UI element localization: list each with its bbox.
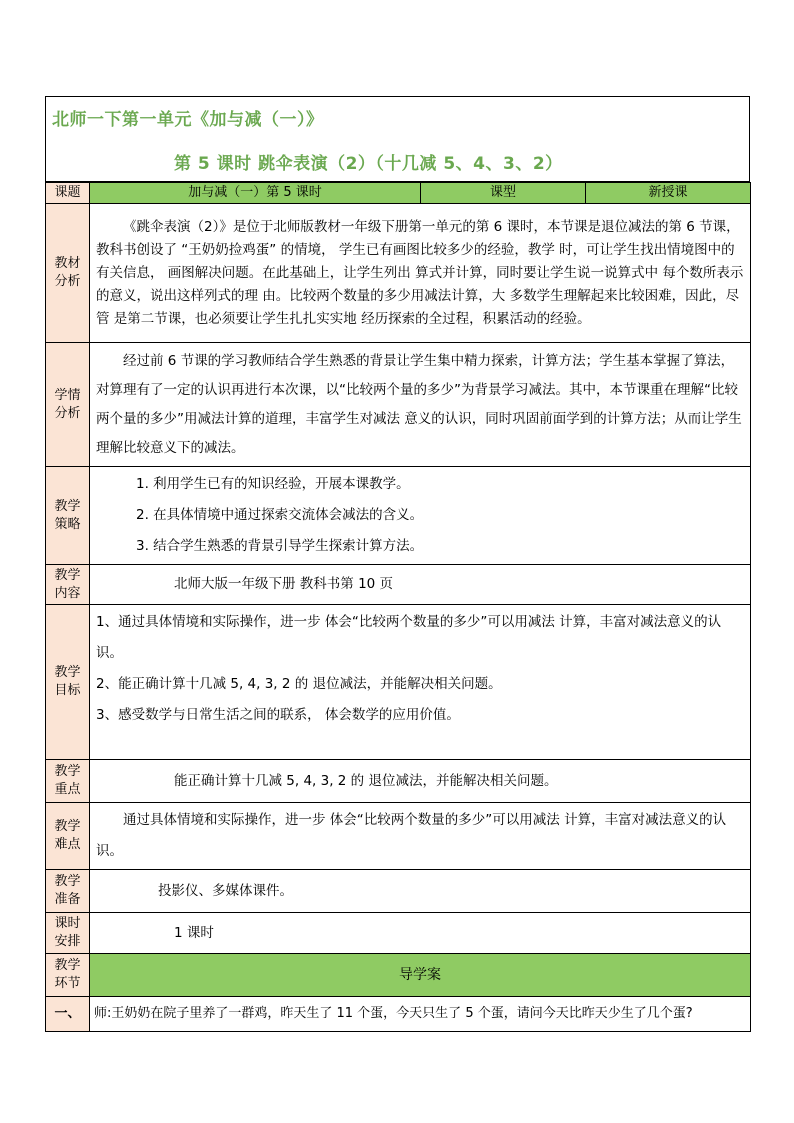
prep-row (46, 870, 751, 913)
schedule-cell (90, 913, 751, 954)
step1-label: 一、 (46, 997, 90, 1032)
schedule-label-text: 课时 安排 (54, 916, 81, 949)
difficulty-label-text: 教学 难点 (54, 819, 81, 852)
content-text: 北师大版一年级下册 教科书第 10 页 (174, 576, 394, 592)
key-label (46, 760, 90, 803)
prep-cell (90, 870, 751, 913)
difficulty-row (46, 803, 751, 870)
textbook-row (46, 204, 751, 343)
strategy-cell (90, 467, 751, 565)
topic-label: 课题 (46, 183, 90, 204)
key-text: 能正确计算十几减 5, 4, 3, 2 的 退位减法，并能解决相关问题。 (174, 772, 558, 789)
topic-value: 加与减（一）第 5 课时 (90, 183, 421, 204)
prep-label (46, 870, 90, 913)
strategy-item: 1. 利用学生已有的知识经验，开展本课教学。 (136, 476, 410, 492)
goals-label-text: 教学 目标 (54, 665, 81, 698)
schedule-label (46, 913, 90, 954)
strategy-label-text: 教学 策略 (54, 498, 81, 532)
students-row (46, 343, 751, 467)
goal-item: 1、通过具体情境和实际操作，进一步 体会“比较两个数量的多少”可以用减法 计算，丰富对减法意义的认识。 (96, 614, 722, 661)
strategy-item: 2. 在具体情境中通过探索交流体会减法的含义。 (136, 507, 424, 523)
goal-item: 2、能正确计算十几减 5, 4, 3, 2 的 退位减法，并能解决相关问题。 (96, 676, 502, 692)
goal-item: 3、感受数学与日常生活之间的联系， 体会数学的应用价值。 (96, 707, 460, 723)
textbook-text: 《跳伞表演（2）》是位于北师版教材一年级下册第一单元的第 6 课时，本节课是退位减法的第 6 节课，教科书创设了 “王奶奶捡鸡蛋” 的情境， 学生已有画图比较多少的经验，教学 时，可让学生找出情境图中的有关信息， 画图解决问题。在此基础上，让学生列出 算式并计算，同时要让学生说一说算式中 每个数所表示的意义，说出这样列式的理 由。比较两个数量的多少用减法计算，大 多数学生理解起来比较困难，因此，尽管 是第二节课，也必须要让学生扎扎实实地 经历探索的全过程，积累活动的经验。 (96, 218, 744, 327)
schedule-row (46, 913, 751, 954)
step1-row (46, 997, 751, 1032)
stage-header: 导学案 (90, 954, 751, 997)
content-label-text: 教学 内容 (54, 567, 81, 601)
goals-label (46, 605, 90, 760)
lesson-type-value: 新授课 (586, 183, 751, 204)
key-label-text: 教学 重点 (54, 764, 81, 797)
textbook-cell (90, 204, 751, 343)
students-text: 经过前 6 节课的学习教师结合学生熟悉的背景让学生集中精力探索，计算方法；学生基本掌握了算法，对算理有了一定的认识再进行本次课，以“比较两个量的多少”为背景学习减法。其中，本节课重在理解“比较两个量的多少”用减法计算的道理，丰富学生对减法 意义的认识，同时巩固前面学到的计算方法；从而让学生理解比较意义下的减法。 (96, 352, 742, 456)
stage-label-text: 教学 环节 (54, 958, 81, 991)
key-cell (90, 760, 751, 803)
title-frame (45, 96, 750, 183)
lesson-table (45, 182, 751, 1032)
content-row (46, 565, 751, 605)
prep-label-text: 教学 准备 (54, 874, 81, 907)
strategy-item: 3. 结合学生熟悉的背景引导学生探索计算方法。 (136, 538, 424, 554)
stage-row (46, 954, 751, 997)
goals-cell (90, 605, 751, 760)
students-cell (90, 343, 751, 467)
topic-row (46, 183, 751, 204)
textbook-label-text: 教材 分析 (54, 256, 81, 289)
lesson-type-label: 课型 (421, 183, 586, 204)
prep-text: 投影仪、多媒体课件。 (158, 882, 293, 899)
stage-label (46, 954, 90, 997)
difficulty-cell (90, 803, 751, 870)
students-label (46, 343, 90, 467)
difficulty-label (46, 803, 90, 870)
textbook-label (46, 204, 90, 343)
content-label (46, 565, 90, 605)
step1-text: 师:王奶奶在院子里养了一群鸡，昨天生了 11 个蛋，今天只生了 5 个蛋，请问今天比昨天少生了几个蛋? (90, 997, 751, 1032)
goals-row (46, 605, 751, 760)
lesson-plan-page (45, 96, 750, 1032)
document-title: 北师一下第一单元《加与减（一）》 (52, 110, 324, 130)
strategy-label (46, 467, 90, 565)
content-cell (90, 565, 751, 605)
lesson-subtitle: 第 5 课时 跳伞表演（2）（十几减 5、4、3、2） (174, 154, 563, 174)
title-block (46, 97, 749, 182)
schedule-text: 1 课时 (174, 924, 214, 941)
strategy-row (46, 467, 751, 565)
key-row (46, 760, 751, 803)
difficulty-text: 通过具体情境和实际操作，进一步 体会“比较两个数量的多少”可以用减法 计算，丰富对减法意义的认识。 (96, 812, 727, 859)
students-label-text: 学情 分析 (54, 387, 81, 421)
